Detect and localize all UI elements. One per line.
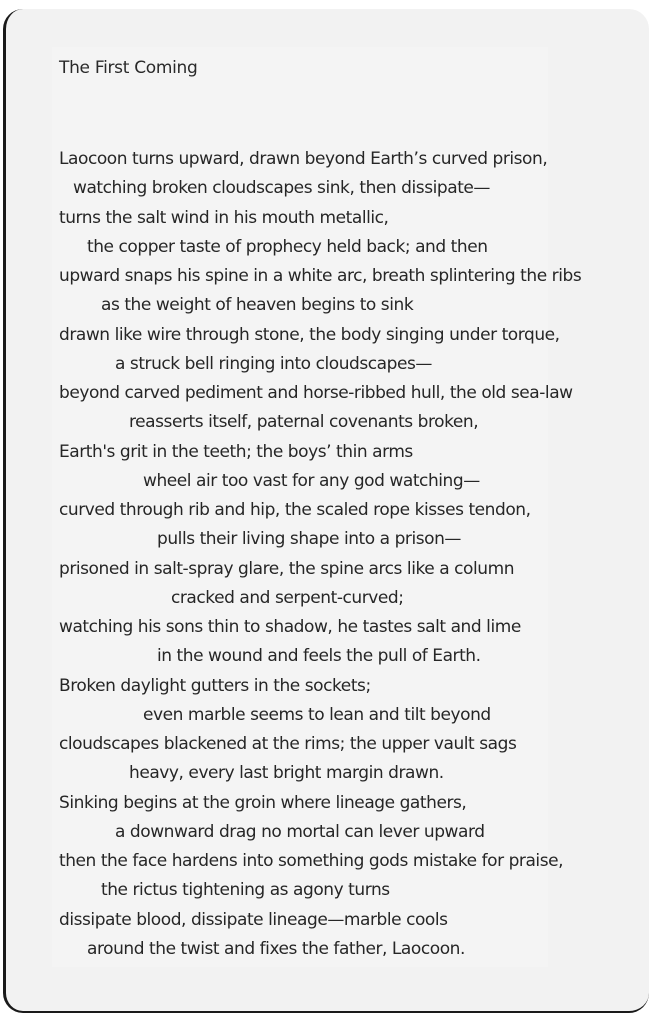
poem-line: in the wound and feels the pull of Earth. [157,646,481,667]
poem-line: reasserts itself, paternal covenants broken, [129,412,479,433]
poem-line: cracked and serpent-curved; [171,587,404,608]
poem-line: Earth's grit in the teeth; the boys’ thin arms [59,441,413,462]
poem-line: prisoned in salt-spray glare, the spine arcs like a column [59,558,515,579]
poem-line: a downward drag no mortal can lever upward [115,821,485,842]
poem-line: watching his sons thin to shadow, he tastes salt and lime [59,617,521,637]
poem-line: Broken daylight gutters in the sockets; [59,675,371,696]
poem-body [59,145,581,964]
poem-line: the rictus tightening as agony turns [101,880,390,901]
poem-line: curved through rib and hip, the scaled rope kisses tendon, [59,500,531,520]
poem-line: dissipate blood, dissipate lineage—marble cools [59,909,448,930]
poem-line: Sinking begins at the groin where lineage gathers, [59,792,467,813]
poem-line: a struck bell ringing into cloudscapes— [115,353,432,374]
poem-line: watching broken cloudscapes sink, then dissipate— [73,178,490,199]
poem-line: around the twist and fixes the father, Laocoon. [87,938,465,959]
poem-line: then the face hardens into something gods mistake for praise, [59,851,564,871]
poem-line: the copper taste of prophecy held back; and then [87,236,488,257]
poem-title: The First Coming [59,58,198,78]
poem-line: drawn like wire through stone, the body singing under torque, [59,324,560,345]
poem-line: wheel air too vast for any god watching— [143,470,480,491]
poem-line: cloudscapes blackened at the rims; the upper vault sags [59,734,517,754]
poem-line: heavy, every last bright margin drawn. [129,763,444,784]
poem-line: even marble seems to lean and tilt beyond [143,704,491,725]
poem-line: turns the salt wind in his mouth metallic, [59,207,389,228]
poem-line: Laocoon turns upward, drawn beyond Earth’s curved prison, [59,149,548,169]
poem-line: beyond carved pediment and horse-ribbed hull, the old sea-law [59,383,573,403]
poem-line: pulls their living shape into a prison— [157,529,461,550]
poem-line: as the weight of heaven begins to sink [101,295,414,316]
poem-line: upward snaps his spine in a white arc, breath splintering the ribs [59,266,582,286]
